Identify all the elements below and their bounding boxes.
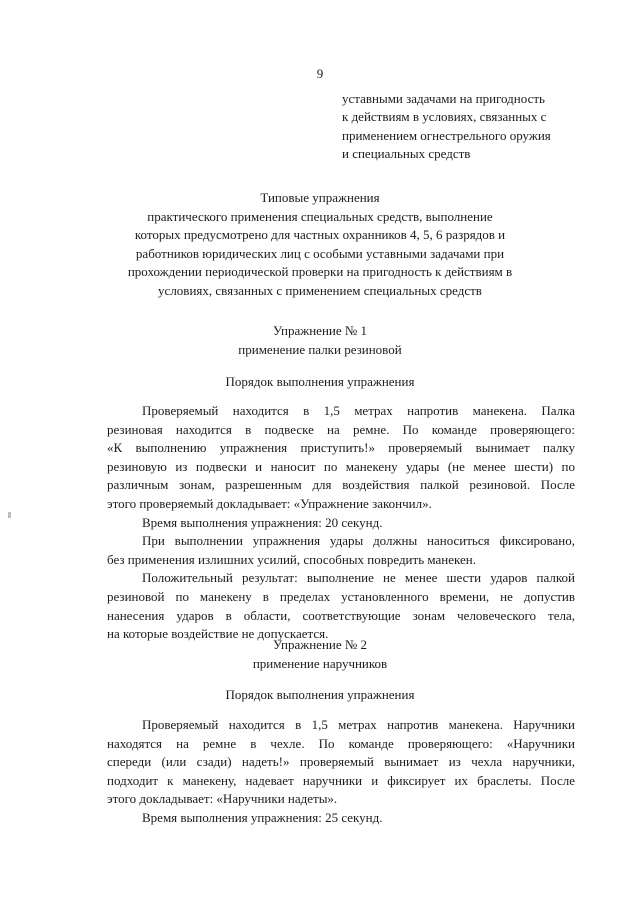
exercise2-time: Время выполнения упражнения: 25 секунд. [142,809,383,825]
body-line: без применения излишних усилий, способных повредить манекен. [107,551,476,567]
procedure-title-text: Порядок выполнения упражнения [225,687,415,702]
header-line: применением огнестрельного оружия [342,127,551,143]
page-number: 9 [316,66,324,81]
title-line: Типовые упражнения [260,190,380,205]
title-line: прохождении периодической проверки на пригодность к действиям в [127,264,513,280]
body-line: Проверяемый находится в 1,5 метрах напротив манекена. Палка [142,403,575,418]
body-line: на которые воздействие не допускается. [107,626,329,642]
exercise2-subheading: применение наручников [252,655,388,671]
body-line: нанесения ударов в области, соответствующие зонам человеческого тела, [107,607,575,623]
scan-artifact [8,512,11,518]
body-line: Положительный результат: выполнение не менее шести ударов палкой [142,570,575,586]
title-line: работников юридических лиц с особыми уставными задачами при [135,245,505,261]
exercise1-body [107,402,575,644]
exercise2-heading: Упражнение № 2 [272,637,368,652]
exercise1-procedure-title [80,373,560,392]
body-line: Проверяемый находится в 1,5 метрах напротив манекена. Наручники [142,717,575,732]
body-line: «К выполнению упражнения приступить!» проверяемый вынимает палку [107,440,575,456]
header-block [342,90,592,164]
exercise1-subheading: применение палки резиновой [238,341,402,357]
title-line: которых предусмотрено для частных охранников 4, 5, 6 разрядов и [134,227,506,243]
header-line: к действиям в условиях, связанных с [342,109,547,125]
document-title [80,189,560,301]
body-line: различным зонам, разрешенным для воздействия палкой резиновой. После [107,477,575,493]
body-line: резиновой по манекену в пределах установленного времени, не допустив [107,588,575,604]
exercise2-body [107,716,575,828]
exercise1-time: Время выполнения упражнения: 20 секунд. [142,514,383,530]
body-line: При выполнении упражнения удары должны наноситься фиксировано, [142,533,575,549]
body-line: находятся на ремне в чехле. По команде проверяющего: «Наручники [107,735,575,751]
title-line: практического применения специальных средств, выполнение [147,208,493,224]
procedure-title-text: Порядок выполнения упражнения [225,374,415,389]
header-line: уставными задачами на пригодность [342,91,545,106]
body-line: спереди (или сзади) надеть!» проверяемый вынимает из чехла наручники, [107,754,575,770]
title-line: условиях, связанных с применением специальных средств [158,282,482,298]
body-line: резиновую из подвески и наносит по манекену удары (не менее шести) по [107,458,575,474]
exercise1-heading-block [80,322,560,359]
body-line: этого докладывает: «Наручники надеты». [107,791,338,807]
exercise2-heading-block [80,636,560,673]
body-line: подходит к манекену, надевает наручники и фиксирует их браслеты. После [107,772,575,788]
header-line: и специальных средств [342,146,471,162]
body-line: резиновая находится в подвеске на ремне. По команде проверяющего: [107,421,575,437]
body-line: этого проверяемый докладывает: «Упражнение закончил». [107,495,432,511]
exercise1-heading: Упражнение № 1 [272,323,368,338]
exercise2-procedure-title [80,686,560,705]
